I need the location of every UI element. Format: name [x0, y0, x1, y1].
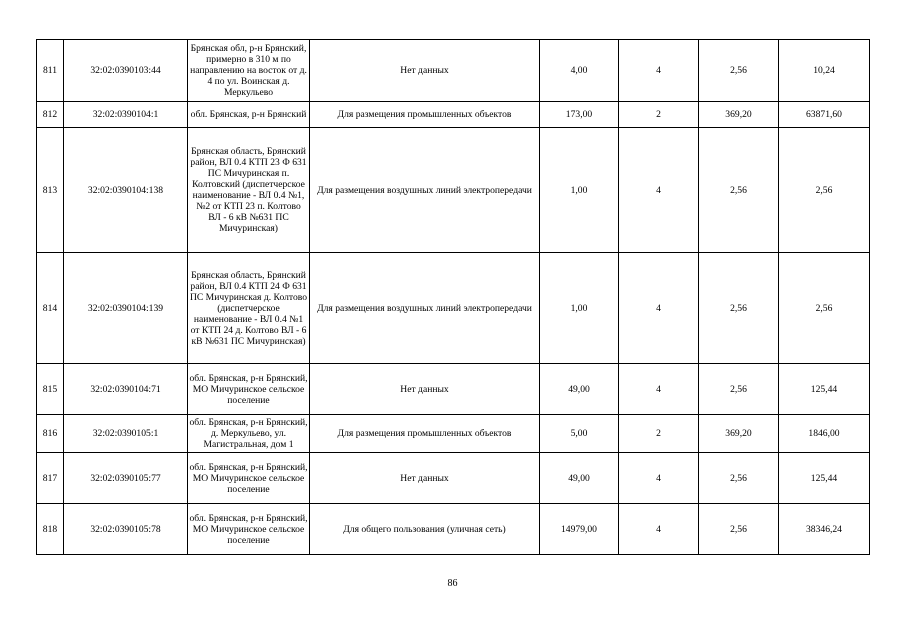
- rate: 2,56: [699, 453, 779, 504]
- cadastral-number: 32:02:0390105:78: [64, 504, 188, 555]
- cadastral-number: 32:02:0390104:138: [64, 128, 188, 253]
- group: 4: [619, 128, 699, 253]
- area: 14979,00: [540, 504, 619, 555]
- page-number: 86: [447, 578, 458, 589]
- group: 4: [619, 453, 699, 504]
- cadastral-number: 32:02:0390104:1: [64, 102, 188, 128]
- rate: 2,56: [699, 128, 779, 253]
- value: 38346,24: [779, 504, 870, 555]
- cadastral-number: 32:02:0390104:139: [64, 253, 188, 364]
- row-number: 818: [37, 504, 64, 555]
- row-number: 813: [37, 128, 64, 253]
- row-number: 812: [37, 102, 64, 128]
- table-row: [37, 504, 870, 555]
- area: 1,00: [540, 253, 619, 364]
- permitted-use: Нет данных: [310, 453, 540, 504]
- address: обл. Брянская, р-н Брянский, МО Мичуринское сельское поселение: [188, 364, 310, 415]
- address: Брянская область, Брянский район, ВЛ 0.4 КТП 23 Ф 631 ПС Мичуринская п. Колтовский (диспетчерское наименование - ВЛ 0.4 №1, №2 от КТП 23 п. Колтово ВЛ - 6 кВ №631 ПС Мичуринская): [188, 128, 310, 253]
- table-row: [37, 453, 870, 504]
- row-number: 816: [37, 415, 64, 453]
- value: 63871,60: [779, 102, 870, 128]
- group: 4: [619, 40, 699, 102]
- area: 4,00: [540, 40, 619, 102]
- group: 2: [619, 102, 699, 128]
- group: 2: [619, 415, 699, 453]
- table-row: [37, 253, 870, 364]
- cadastral-number: 32:02:0390105:1: [64, 415, 188, 453]
- area: 173,00: [540, 102, 619, 128]
- address: обл. Брянская, р-н Брянский: [188, 102, 310, 128]
- rate: 369,20: [699, 102, 779, 128]
- address: Брянская область, Брянский район, ВЛ 0.4 КТП 24 Ф 631 ПС Мичуринская д. Колтово (диспетчерское наименование - ВЛ 0.4 №1 от КТП 24 д. Колтово ВЛ - 6 кВ №631 ПС Мичуринская): [188, 253, 310, 364]
- group: 4: [619, 253, 699, 364]
- table-row: [37, 40, 870, 102]
- cadastral-number: 32:02:0390104:71: [64, 364, 188, 415]
- permitted-use: Для размещения воздушных линий электропередачи: [310, 128, 540, 253]
- row-number: 811: [37, 40, 64, 102]
- table-row: [37, 102, 870, 128]
- table-row: [37, 364, 870, 415]
- area: 5,00: [540, 415, 619, 453]
- area: 49,00: [540, 453, 619, 504]
- group: 4: [619, 364, 699, 415]
- row-number: 814: [37, 253, 64, 364]
- rate: 2,56: [699, 364, 779, 415]
- address: обл. Брянская, р-н Брянский, МО Мичуринское сельское поселение: [188, 453, 310, 504]
- address: обл. Брянская, р-н Брянский, МО Мичуринское сельское поселение: [188, 504, 310, 555]
- area: 1,00: [540, 128, 619, 253]
- permitted-use: Для общего пользования (уличная сеть): [310, 504, 540, 555]
- permitted-use: Нет данных: [310, 40, 540, 102]
- group: 4: [619, 504, 699, 555]
- rate: 369,20: [699, 415, 779, 453]
- value: 125,44: [779, 453, 870, 504]
- address: обл. Брянская, р-н Брянский, д. Меркульево, ул. Магистральная, дом 1: [188, 415, 310, 453]
- value: 125,44: [779, 364, 870, 415]
- rate: 2,56: [699, 504, 779, 555]
- cadastral-number: 32:02:0390105:77: [64, 453, 188, 504]
- value: 2,56: [779, 253, 870, 364]
- row-number: 817: [37, 453, 64, 504]
- rate: 2,56: [699, 40, 779, 102]
- table-row: [37, 128, 870, 253]
- row-number: 815: [37, 364, 64, 415]
- address: Брянская обл, р-н Брянский, примерно в 310 м по направлению на восток от д. 4 по ул. Воинская д. Меркульево: [188, 40, 310, 102]
- value: 2,56: [779, 128, 870, 253]
- value: 10,24: [779, 40, 870, 102]
- table-row: [37, 415, 870, 453]
- permitted-use: Для размещения воздушных линий электропередачи: [310, 253, 540, 364]
- area: 49,00: [540, 364, 619, 415]
- value: 1846,00: [779, 415, 870, 453]
- permitted-use: Нет данных: [310, 364, 540, 415]
- cadastral-number: 32:02:0390103:44: [64, 40, 188, 102]
- rate: 2,56: [699, 253, 779, 364]
- permitted-use: Для размещения промышленных объектов: [310, 102, 540, 128]
- permitted-use: Для размещения промышленных объектов: [310, 415, 540, 453]
- land-plots-table: [36, 39, 870, 555]
